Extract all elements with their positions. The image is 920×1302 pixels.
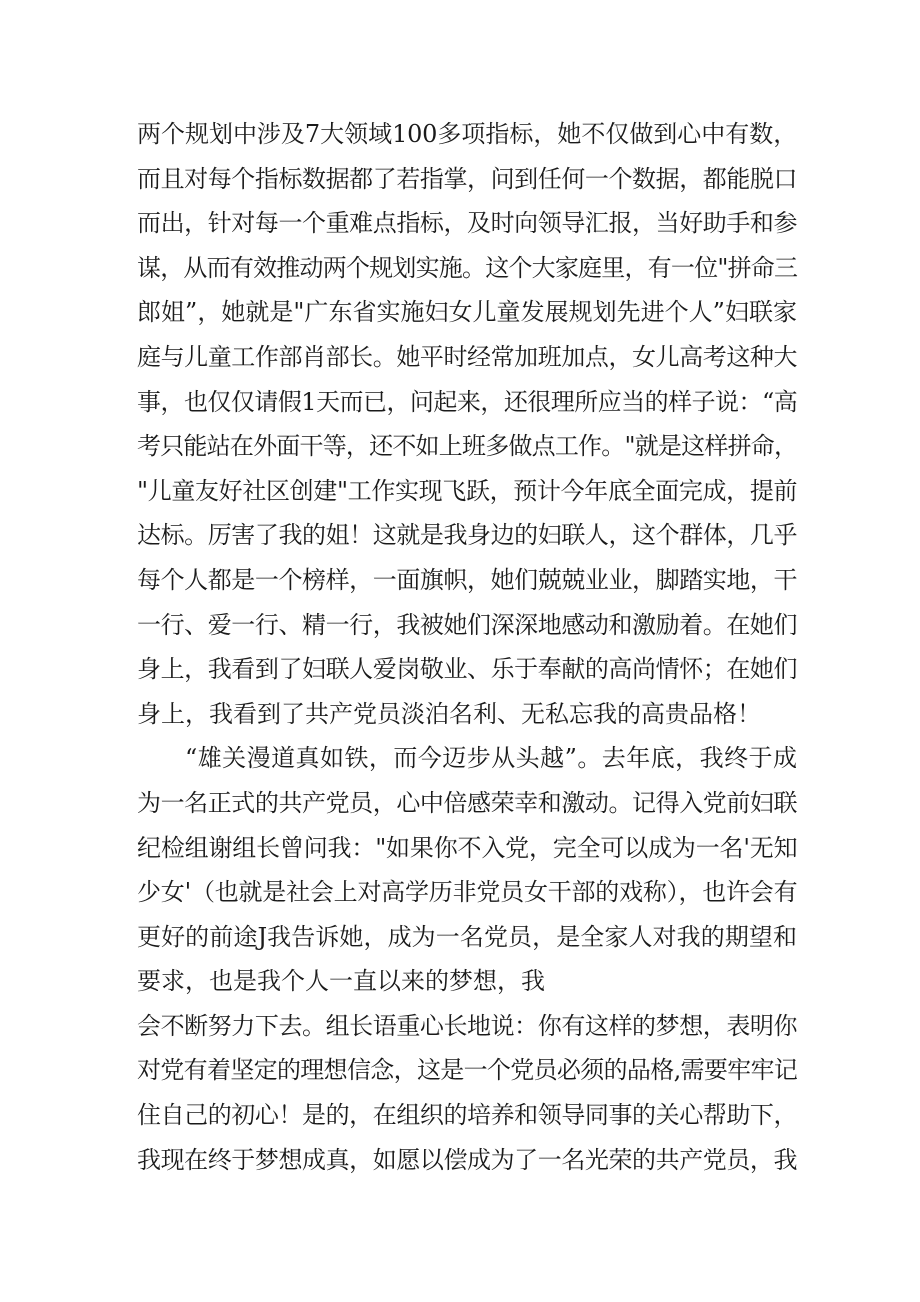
text-line: 谋，从而有效推动两个规划实施。这个大家庭里，有一位"拼命三 xyxy=(137,253,797,282)
text-line: 为一名正式的共产党员，心中倍感荣幸和激动。记得入党前妇联 xyxy=(137,788,797,817)
text-line: 两个规划中涉及7大领域100多项指标，她不仅做到心中有数， xyxy=(137,120,797,148)
text-line: 庭与儿童工作部肖部长。她平时经常加班加点，女儿高考这种大 xyxy=(137,342,797,371)
text-line: 而且对每个指标数据都了若指掌，问到任何一个数据，都能脱口 xyxy=(137,164,797,193)
text-line: 考只能站在外面干等，还不如上班多做点工作。"就是这样拼命， xyxy=(137,432,797,461)
text-line: 一行、爱一行、精一行，我被她们深深地感动和激励着。在她们 xyxy=(137,610,797,639)
text-line: 对党有着坚定的理想信念，这是一个党员必须的品格,需要牢牢记 xyxy=(137,1056,797,1085)
body-text xyxy=(137,112,797,1182)
paragraph-first-line: “雄关漫道真如铁，而今迈步从头越”。去年底，我终于成 xyxy=(185,744,797,773)
text-line: 纪检组谢组长曾问我："如果你不入党，完全可以成为一名'无知 xyxy=(137,833,797,862)
text-line: 身上，我看到了妇联人爱岗敬业、乐于奉献的高尚情怀；在她们 xyxy=(137,655,797,684)
text-line: 我现在终于梦想成真，如愿以偿成为了一名光荣的共产党员，我 xyxy=(137,1145,797,1174)
text-line: 事，也仅仅请假1天而已，问起来，还很理所应当的样子说：“高 xyxy=(137,387,797,416)
text-line: 每个人都是一个榜样，一面旗帜，她们兢兢业业，脚踏实地，干 xyxy=(137,565,797,594)
text-line: 而出，针对每一个重难点指标，及时向领导汇报，当好助手和参 xyxy=(137,209,797,238)
text-line: 要求，也是我个人一直以来的梦想，我 xyxy=(137,967,545,996)
text-line: 身上，我看到了共产党员淡泊名利、无私忘我的高贵品格！ xyxy=(137,699,761,728)
text-line: 少女'（也就是社会上对高学历非党员女干部的戏称），也许会有 xyxy=(137,878,797,907)
text-line: 住自己的初心！是的，在组织的培养和领导同事的关心帮助下， xyxy=(137,1101,797,1130)
text-line: 达标。厉害了我的姐！这就是我身边的妇联人，这个群体，几乎 xyxy=(137,521,797,550)
text-line: "儿童友好社区创建"工作实现飞跃，预计今年底全面完成，提前 xyxy=(137,476,797,505)
text-line: 更好的前途J我告诉她，成为一名党员，是全家人对我的期望和 xyxy=(137,922,797,951)
text-line: 郎姐”，她就是"广东省实施妇女儿童发展规划先进个人”妇联家 xyxy=(137,298,797,327)
text-line: 会不断努力下去。组长语重心长地说：你有这样的梦想，表明你 xyxy=(137,1011,797,1040)
